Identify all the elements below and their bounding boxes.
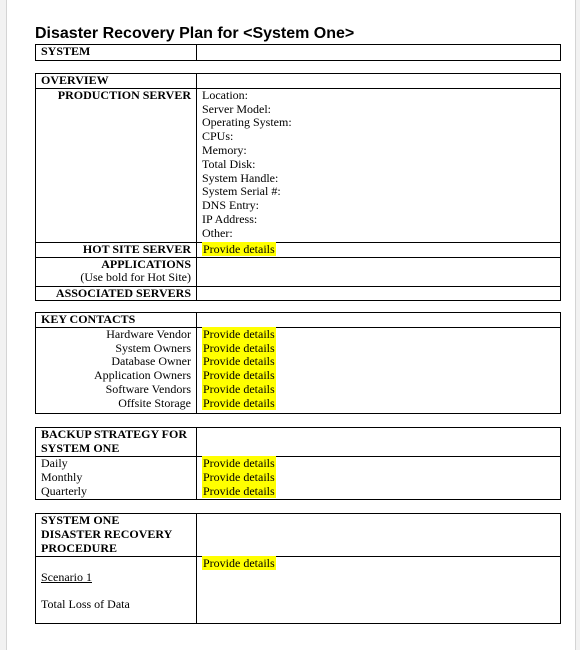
field-operating-system: Operating System: [202,115,292,130]
associated-servers-row [36,286,561,301]
backup-header-line1: BACKUP STRATEGY FOR [41,427,188,441]
production-server-label: PRODUCTION SERVER [36,88,197,242]
hot-site-server-value: Provide details [203,241,275,256]
field-dns-entry: DNS Entry: [202,198,259,213]
contact-label-database-owner: Database Owner [111,354,191,369]
contact-value-database-owner [202,355,555,369]
key-contacts-header: KEY CONTACTS [36,313,197,328]
contact-value-hardware-vendor [202,328,555,342]
scenario-label: Scenario 1 [41,569,92,584]
production-server-row [36,88,561,242]
contact-value-software-vendors [202,383,555,397]
spacer [41,557,191,571]
contact-label-software-vendors: Software Vendors [105,381,191,396]
applications-note: (Use bold for Hot Site) [80,270,191,285]
recovery-value: Provide details [203,556,275,570]
key-contacts-values[interactable] [197,327,561,413]
backup-header-row [36,428,561,457]
highlighted-placeholder: Provide details [203,354,275,369]
associated-servers-value-cell[interactable] [197,286,561,301]
highlighted-placeholder: Provide details [203,483,275,498]
applications-row [36,257,561,286]
key-contacts-labels [36,327,197,413]
highlighted-placeholder: Provide details [203,340,275,355]
field-location: Location: [202,87,248,102]
hot-site-server-label: HOT SITE SERVER [36,242,197,257]
recovery-body-row [36,557,561,624]
backup-header-cell [36,428,197,457]
highlighted-placeholder: Provide details [203,395,275,410]
highlighted-placeholder: Provide details [203,456,275,470]
production-server-fields[interactable] [197,88,561,242]
backup-values[interactable] [197,457,561,500]
backup-labels [36,457,197,500]
field-ip-address: IP Address: [202,211,258,226]
field-system-serial: System Serial #: [202,184,281,199]
key-contacts-header-row [36,313,561,328]
applications-label: APPLICATIONS [101,256,191,271]
backup-label-monthly: Monthly [41,469,83,484]
field-other: Other: [202,225,233,240]
recovery-value-cell[interactable] [197,557,561,624]
applications-label-cell [36,257,197,286]
recovery-header-line1: SYSTEM ONE [41,513,120,527]
field-cpus: CPUs: [202,129,234,144]
system-row [36,45,561,61]
highlighted-placeholder: Provide details [203,469,275,484]
field-memory: Memory: [202,142,247,157]
field-server-model: Server Model: [202,101,271,116]
contact-value-offsite-storage [202,397,555,411]
contact-label-application-owners: Application Owners [94,368,191,383]
scenario-description: Total Loss of Data [41,597,130,612]
system-value-cell[interactable] [197,45,561,61]
key-contacts-header-value-cell [197,313,561,328]
key-contacts-body-row [36,327,561,413]
contact-label-offsite-storage: Offsite Storage [118,395,191,410]
recovery-header-cell [36,514,197,557]
highlighted-placeholder: Provide details [203,368,275,383]
contact-label-system-owners: System Owners [115,340,191,355]
backup-strategy-table [35,427,561,500]
overview-header: OVERVIEW [36,74,197,89]
document-title: Disaster Recovery Plan for <System One> [35,25,355,42]
recovery-scenario-cell [36,557,197,624]
contact-label-hardware-vendor: Hardware Vendor [106,326,191,341]
recovery-procedure-table [35,513,561,624]
overview-table [35,73,561,301]
field-total-disk: Total Disk: [202,156,256,171]
backup-label-quarterly: Quarterly [41,483,87,498]
document-page [6,0,576,650]
field-system-handle: System Handle: [202,170,279,185]
overview-header-value-cell [197,74,561,89]
applications-value-cell[interactable] [197,257,561,286]
backup-value-daily [202,457,555,471]
overview-header-row [36,74,561,89]
backup-value-quarterly [202,485,555,499]
contact-value-system-owners [202,342,555,356]
spacer [41,585,191,599]
recovery-header-line2: DISASTER RECOVERY [41,526,173,541]
hot-site-server-value-cell[interactable] [197,242,561,257]
recovery-header-line3: PROCEDURE [41,540,118,555]
associated-servers-label: ASSOCIATED SERVERS [36,286,197,301]
backup-header-line2: SYSTEM ONE [41,440,120,455]
backup-body-row [36,457,561,500]
system-table [35,44,561,61]
backup-label-daily: Daily [41,456,68,470]
contact-value-application-owners [202,369,555,383]
recovery-header-value-cell [197,514,561,557]
highlighted-placeholder: Provide details [203,326,275,341]
backup-value-monthly [202,471,555,485]
highlighted-placeholder: Provide details [203,381,275,396]
hot-site-server-row [36,242,561,257]
backup-header-value-cell [197,428,561,457]
key-contacts-table [35,312,561,414]
recovery-header-row [36,514,561,557]
system-label: SYSTEM [36,45,197,61]
